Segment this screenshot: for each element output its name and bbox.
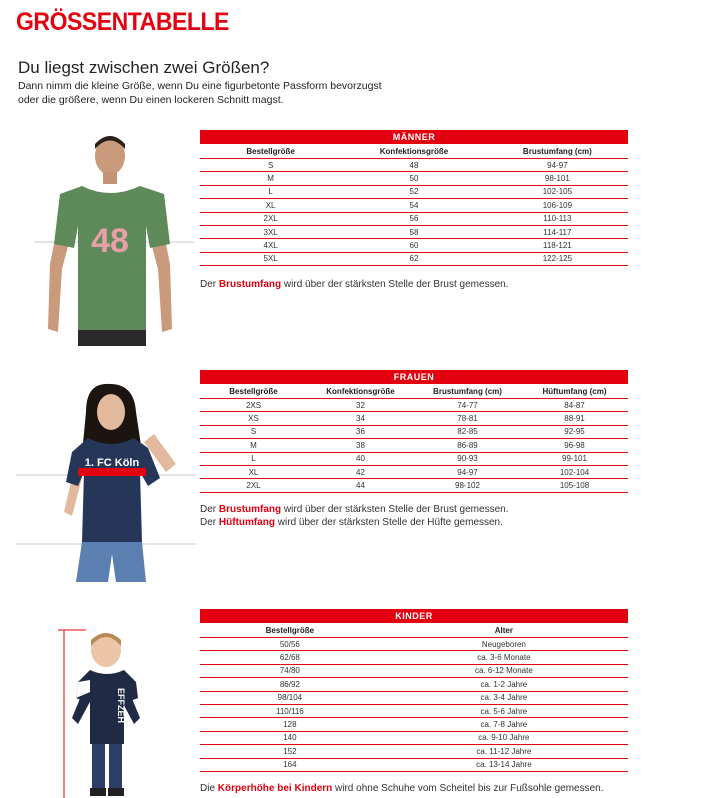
kids-table-cell: ca. 1-2 Jahre [380,678,628,691]
women-note-bust: Der Brustumfang wird über der stärksten Stelle der Brust gemessen. [200,504,509,515]
women-table-cell: 78-81 [414,412,521,425]
women-table-cell: 34 [307,412,414,425]
men-table-cell: 106-109 [487,199,628,212]
women-table-cell: 2XL [200,479,307,492]
men-table-row [200,199,628,212]
men-table-row [200,239,628,252]
men-model-illustration [34,134,194,346]
intro-text [18,79,398,107]
kids-table-cell: ca. 7-8 Jahre [380,718,628,731]
men-size-table [200,130,628,266]
men-table-cell: XL [200,199,341,212]
kids-table-row [200,718,628,731]
page-subtitle: Du liegst zwischen zwei Größen? [18,58,270,77]
women-table-row [200,399,628,412]
kids-size-table [200,609,628,772]
men-table-cell: 58 [341,225,487,238]
women-table-cell: 98-102 [414,479,521,492]
kids-table-cell: ca. 6-12 Monate [380,664,628,677]
men-header-cell: Konfektionsgröße [341,144,487,159]
women-table-cell: S [200,425,307,438]
men-table-row [200,159,628,172]
kids-table-cell: ca. 5-6 Jahre [380,704,628,717]
kids-table-cell: 140 [200,731,380,744]
women-table-row [200,412,628,425]
women-table-cell: 2XS [200,399,307,412]
men-table-cell: S [200,159,341,172]
men-table-cell: 60 [341,239,487,252]
women-table-row [200,452,628,465]
men-table-cell: 114-117 [487,225,628,238]
men-table-cell: 118-121 [487,239,628,252]
women-table-cell: 82-85 [414,425,521,438]
women-note-bust-term: Brustumfang [218,504,282,515]
kids-table-cell: ca. 9-10 Jahre [380,731,628,744]
women-note-hip-term: Hüftumfang [218,517,276,528]
kids-table-cell: ca. 3-6 Monate [380,651,628,664]
men-table-cell: 50 [341,172,487,185]
women-table-cell: 102-104 [521,465,628,478]
women-shirt [66,438,160,542]
men-note: Der Brustumfang wird über der stärksten Stelle der Brust gemessen. [200,279,509,290]
kids-table-row [200,758,628,771]
men-table-cell: 56 [341,212,487,225]
women-table-row [200,439,628,452]
men-table-cell: 54 [341,199,487,212]
men-table-cell: L [200,185,341,198]
kids-table-cell: Neugeboren [380,638,628,651]
women-table-cell: 88-91 [521,412,628,425]
women-table-cell: 36 [307,425,414,438]
women-table-row [200,465,628,478]
men-table-cell: 122-125 [487,252,628,265]
kids-note: Die Körperhöhe bei Kindern wird ohne Schuhe vom Scheitel bis zur Fußsohle gemessen. [200,783,604,794]
women-table-cell: 99-101 [521,452,628,465]
women-table-cell: M [200,439,307,452]
women-header-cell: Konfektionsgröße [307,384,414,399]
men-table-cell: 3XL [200,225,341,238]
women-table-cell: 94-97 [414,465,521,478]
men-table-row [200,172,628,185]
men-table-cell: 4XL [200,239,341,252]
kids-table-cell: 164 [200,758,380,771]
men-table-cell: 98-101 [487,172,628,185]
men-table-cell: 48 [341,159,487,172]
intro-line-2: oder die größere, wenn Du einen lockeren Schnitt magst. [18,94,284,106]
kids-table-cell: 152 [200,745,380,758]
men-table-row [200,185,628,198]
men-table-row [200,212,628,225]
men-table-row [200,252,628,265]
men-table-cell: 94-97 [487,159,628,172]
men-table-cell: 2XL [200,212,341,225]
page-title: GRÖSSENTABELLE [16,8,229,36]
women-table-cell: XL [200,465,307,478]
women-header-cell: Brustumfang (cm) [414,384,521,399]
kids-model-illustration [56,628,156,798]
women-table-cell: 105-108 [521,479,628,492]
women-model-illustration [16,382,196,582]
men-header-cell: Brustumfang (cm) [487,144,628,159]
men-shirt [54,186,170,334]
kids-table-row [200,678,628,691]
kids-table-row [200,704,628,717]
women-table-cell: 38 [307,439,414,452]
men-note-term: Brustumfang [218,279,282,290]
men-table-cell: 5XL [200,252,341,265]
women-size-table [200,370,628,493]
women-header-cell: Hüftumfang (cm) [521,384,628,399]
kids-table-cell: 86/92 [200,678,380,691]
men-table-cell: 62 [341,252,487,265]
men-table-cell: M [200,172,341,185]
women-shirt-text: 1. FC Köln [84,457,140,469]
women-table-band: FRAUEN [200,370,628,384]
kids-table-band: KINDER [200,609,628,623]
women-table-cell: 32 [307,399,414,412]
women-header-cell: Bestellgröße [200,384,307,399]
men-header-cell: Bestellgröße [200,144,341,159]
kids-table-cell: ca. 11-12 Jahre [380,745,628,758]
women-table-cell: 42 [307,465,414,478]
women-table-cell: 44 [307,479,414,492]
kids-table-cell: 50/56 [200,638,380,651]
kids-table-cell: 110/116 [200,704,380,717]
kids-table-cell: ca. 13-14 Jahre [380,758,628,771]
men-table-cell: 110-113 [487,212,628,225]
kids-table-row [200,731,628,744]
kids-table-row [200,651,628,664]
women-table-row [200,479,628,492]
kids-table-cell: 74/80 [200,664,380,677]
men-table-cell: 102-105 [487,185,628,198]
women-table-cell: 90-93 [414,452,521,465]
kids-table-cell: ca. 3-4 Jahre [380,691,628,704]
kids-shirt-text: EFFZEH [116,688,126,723]
kids-table-row [200,745,628,758]
men-shirt-number: 48 [91,222,129,260]
kids-header-cell: Alter [380,623,628,638]
women-table-cell: 74-77 [414,399,521,412]
kids-table-row [200,664,628,677]
women-note-hip: Der Hüftumfang wird über der stärksten Stelle der Hüfte gemessen. [200,517,503,528]
kids-header-cell: Bestellgröße [200,623,380,638]
kids-table-row [200,638,628,651]
women-table-cell: 96-98 [521,439,628,452]
women-table-cell: 40 [307,452,414,465]
women-table-cell: 84-87 [521,399,628,412]
men-table-row [200,225,628,238]
kids-table-cell: 62/68 [200,651,380,664]
men-table-cell: 52 [341,185,487,198]
kids-table-cell: 98/104 [200,691,380,704]
kids-table-row [200,691,628,704]
women-table-cell: XS [200,412,307,425]
women-table-cell: L [200,452,307,465]
kids-note-term: Körperhöhe bei Kindern [217,783,333,794]
kids-table-cell: 128 [200,718,380,731]
intro-line-1: Dann nimm die kleine Größe, wenn Du eine figurbetonte Passform bevorzugst [18,80,382,92]
women-table-cell: 86-89 [414,439,521,452]
women-table-cell: 92-95 [521,425,628,438]
men-table-band: MÄNNER [200,130,628,144]
women-table-row [200,425,628,438]
